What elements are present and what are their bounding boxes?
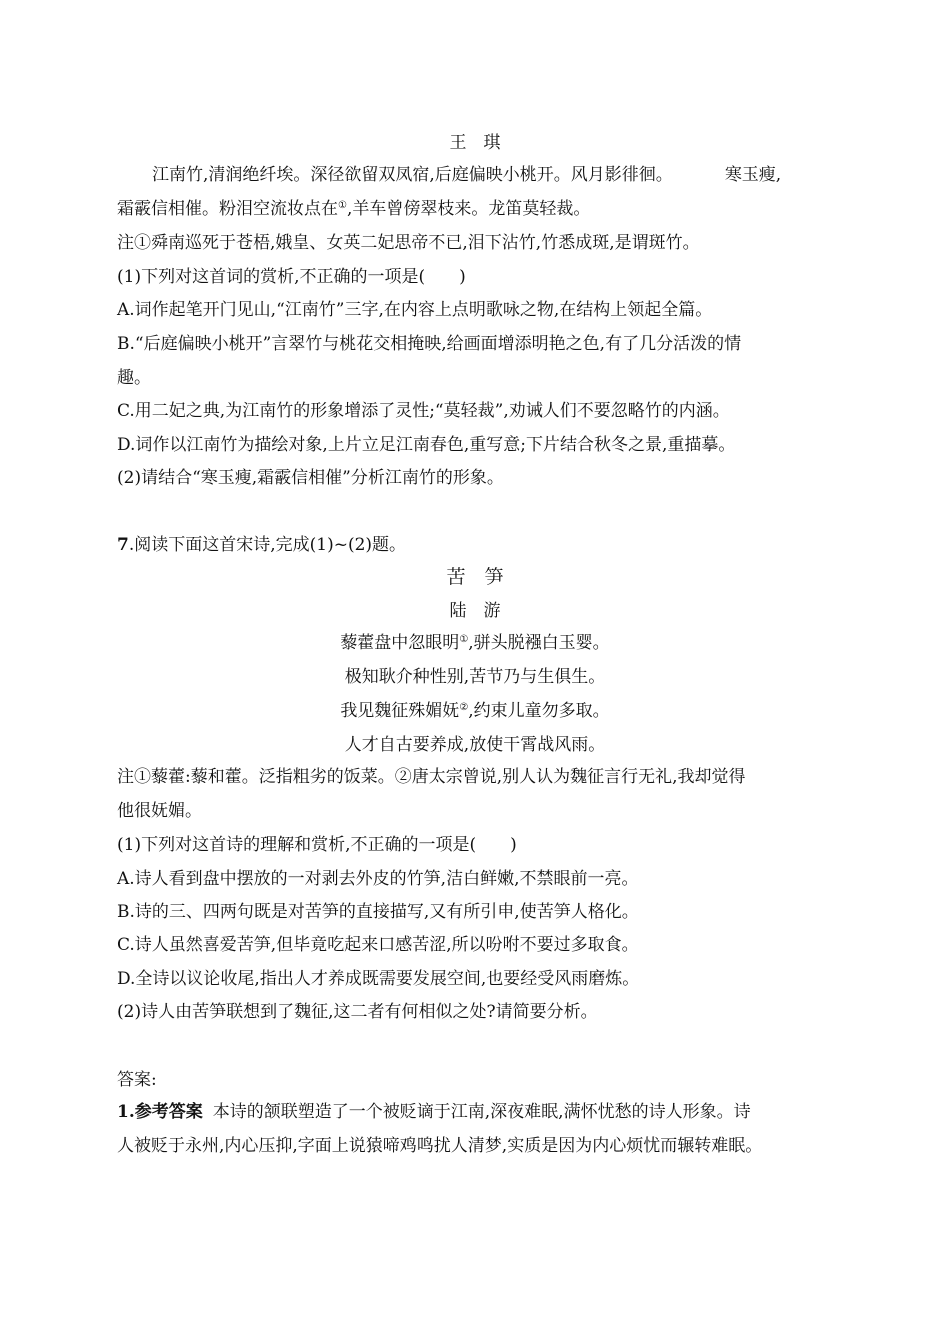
poem-author: 王 琪 — [449, 133, 501, 153]
footnote-mark: ② — [459, 702, 469, 713]
poem-verse — [0, 631, 950, 655]
question-text: (1)下列对这首诗的理解和赏析,不正确的一项是( — [117, 835, 477, 855]
poem-author: 陆 游 — [449, 601, 501, 621]
option-a: A.诗人看到盘中摆放的一对剥去外皮的竹笋,洁白鲜嫩,不禁眼前一亮。 — [117, 869, 639, 889]
answers-heading: 答案: — [117, 1070, 157, 1090]
poem-title: 苦 笋 — [446, 566, 504, 588]
poem-verse: 人才自古要养成,放使干霄战风雨。 — [344, 735, 606, 755]
question-text: .阅读下面这首宋诗,完成(1)~(2)题。 — [128, 535, 407, 555]
verse-text: ,约束儿童勿多取。 — [468, 701, 610, 721]
option-c: C.诗人虽然喜爱苦笋,但毕竟吃起来口感苦涩,所以吩咐不要过多取食。 — [117, 935, 639, 955]
answer-1-cont: 人被贬于永州,内心压抑,字面上说猿啼鸡鸣扰人清梦,实质是因为内心烦忧而辗转难眠。 — [117, 1136, 763, 1156]
footnote-mark: ① — [338, 200, 347, 211]
question-line — [117, 833, 517, 857]
option-b: B.“后庭偏映小桃开”言翠竹与桃花交相掩映,给画面增添明艳之色,有了几分活泼的情 — [117, 334, 742, 354]
poem-text: 霜霰信相催。粉泪空流妆点在 — [117, 199, 338, 219]
verse-text: ,骈头脱襁白玉婴。 — [468, 633, 610, 653]
question-number: 7 — [117, 535, 129, 555]
poem-text-line — [117, 197, 590, 221]
poem-verse: 极知耿介种性别,苦节乃与生俱生。 — [344, 667, 606, 687]
poem-text-line — [152, 163, 781, 187]
option-b-cont: 趣。 — [117, 368, 151, 388]
option-a: A.词作起笔开门见山,“江南竹”三字,在内容上点明歌咏之物,在结构上领起全篇。 — [117, 300, 713, 320]
answer-number: 1 — [117, 1102, 129, 1122]
footnote-mark: ① — [459, 634, 469, 645]
answer-label: .参考答案 — [128, 1102, 203, 1122]
question-paren: ) — [459, 267, 466, 287]
verse-text: 藜藿盘中忽眼明 — [340, 633, 460, 653]
question-2: (2)诗人由苦笋联想到了魏征,这二者有何相似之处?请简要分析。 — [117, 1002, 598, 1022]
question-text: (1)下列对这首词的赏析,不正确的一项是( — [117, 267, 426, 287]
question-7-prompt — [117, 533, 406, 557]
poem-text: 江南竹,清润绝纤埃。深径欲留双凤宿,后庭偏映小桃开。风月影徘徊。 — [152, 165, 673, 185]
option-d: D.全诗以议论收尾,指出人才养成既需要发展空间,也要经受风雨磨炼。 — [117, 969, 640, 989]
answer-1 — [117, 1100, 751, 1124]
option-d: D.词作以江南竹为描绘对象,上片立足江南春色,重写意;下片结合秋冬之景,重描摹。 — [117, 435, 736, 455]
answer-text: 本诗的颔联塑造了一个被贬谪于江南,深夜难眠,满怀忧愁的诗人形象。诗 — [212, 1102, 751, 1122]
question-paren: ) — [510, 835, 517, 855]
poem-verse — [0, 699, 950, 723]
question-2: (2)请结合“寒玉瘦,霜霰信相催”分析江南竹的形象。 — [117, 468, 504, 488]
poem-note: 注①舜南巡死于苍梧,娥皇、女英二妃思帝不已,泪下沾竹,竹悉成斑,是谓斑竹。 — [117, 233, 700, 253]
option-b: B.诗的三、四两句既是对苦笋的直接描写,又有所引申,使苦笋人格化。 — [117, 902, 639, 922]
option-c: C.用二妃之典,为江南竹的形象增添了灵性;“莫轻裁”,劝诫人们不要忽略竹的内涵。 — [117, 401, 730, 421]
poem-text: 寒玉瘦, — [724, 165, 782, 185]
poem-note: 注①藜藿:藜和藿。泛指粗劣的饭菜。②唐太宗曾说,别人认为魏征言行无礼,我却觉得 — [117, 767, 746, 787]
question-line — [117, 265, 466, 289]
poem-note-cont: 他很妩媚。 — [117, 801, 202, 821]
poem-text: ,羊车曾傍翠枝来。龙笛莫轻裁。 — [346, 199, 591, 219]
verse-text: 我见魏征殊媚妩 — [340, 701, 460, 721]
